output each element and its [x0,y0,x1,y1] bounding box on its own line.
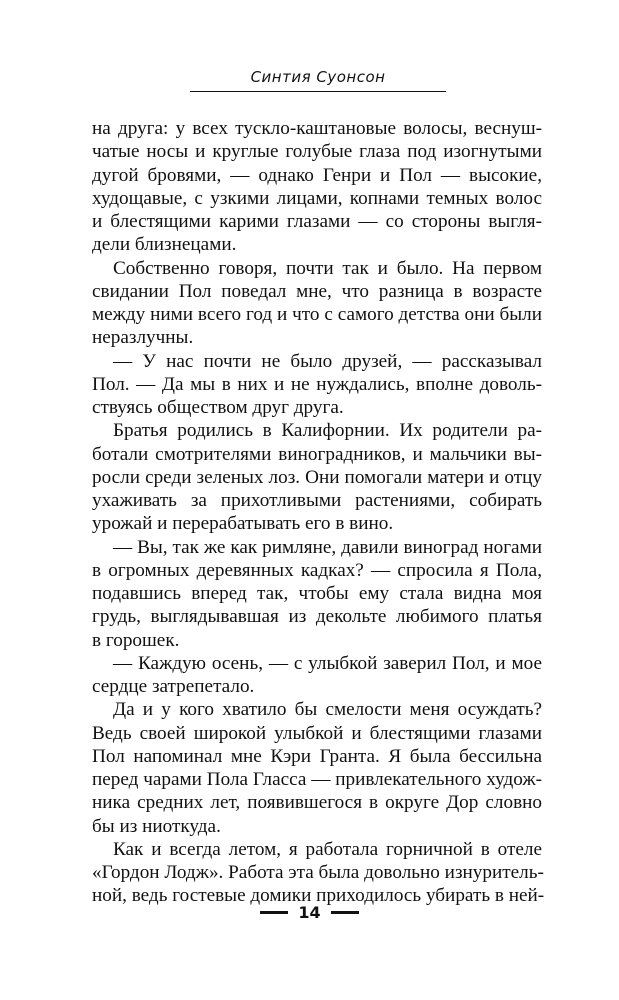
text-line: Пол. — Да мы в них и не нуждались, вполне доволь- [92,373,542,395]
text-line: — Вы, так же как римляне, давили виноград ногами [113,536,542,558]
text-line: Собственно говоря, почти так и было. На первом [113,257,542,279]
text-line: в горошек. [92,629,180,651]
text-line: ника средних лет, появившегося в округе Дор словно [92,792,542,814]
text-line: и блестящими карими глазами — со стороны выгля- [92,211,542,232]
text-line: «Гордон Лодж». Работа эта была довольно изнуритель- [92,862,544,883]
page-number: 14 [298,903,321,922]
text-line: в огромных деревянных кадках? — спросила я Пола, [92,559,542,581]
text-line: худощавые, с узкими лицами, копнами темных волос [92,187,542,209]
text-line: Да и у кого хватило бы смелости меня осуждать? [113,699,542,721]
right-dash-ornament [331,911,359,914]
left-dash-ornament [260,911,288,914]
text-line: ной, ведь гостевые домики приходилось убирать в ней- [92,885,545,907]
text-line: дели близнецами. [92,234,237,256]
text-line: ухаживать за прихотливыми растениями, собирать [92,490,542,511]
text-line: Ведь своей широкой улыбкой и блестящими глазами [92,722,542,744]
text-line: на друга: у всех тускло-каштановые волосы, веснуш- [92,118,542,139]
text-line: дугой бровями, — однако Генри и Пол — высокие, [92,164,542,186]
text-line: Как и всегда летом, я работала горничной в отеле [113,838,542,860]
text-line: — У нас почти не было друзей, — рассказывал [113,350,542,372]
text-line: Братья родились в Калифорнии. Их родители ра- [113,420,542,442]
text-line: ботали смотрителями виноградников, и мальчики вы- [92,443,542,465]
text-line: Пол напоминал мне Кэри Гранта. Я была бессильна [92,745,542,767]
text-line: ствуясь обществом друг друга. [92,397,344,418]
body-text [92,117,545,908]
text-line: свидании Пол поведал мне, что разница в возрасте [92,280,542,302]
text-line: росли среди зеленых лоз. Они помогали матери и отцу [92,466,542,488]
page-footer [0,903,619,922]
text-line: чатые носы и круглые голубые глаза под изогнутыми [92,141,542,163]
text-line: — Каждую осень, — с улыбкой заверил Пол, и мое [113,652,542,674]
running-header: Синтия Суонсон [190,68,446,92]
text-line: грудь, выглядывавшая из декольте любимого платья [92,606,542,628]
text-line: между ними всего год и что с самого детства они были [92,304,542,325]
text-line: сердце затрепетало. [92,676,255,697]
text-line: неразлучны. [92,327,194,349]
text-line: подавшись вперед так, чтобы ему стала видна моя [92,583,542,604]
text-line: перед чарами Пола Гласса — привлекательного худож- [92,769,542,790]
text-line: бы из ниоткуда. [92,815,221,837]
text-line: урожай и перерабатывать его в вино. [92,513,394,535]
